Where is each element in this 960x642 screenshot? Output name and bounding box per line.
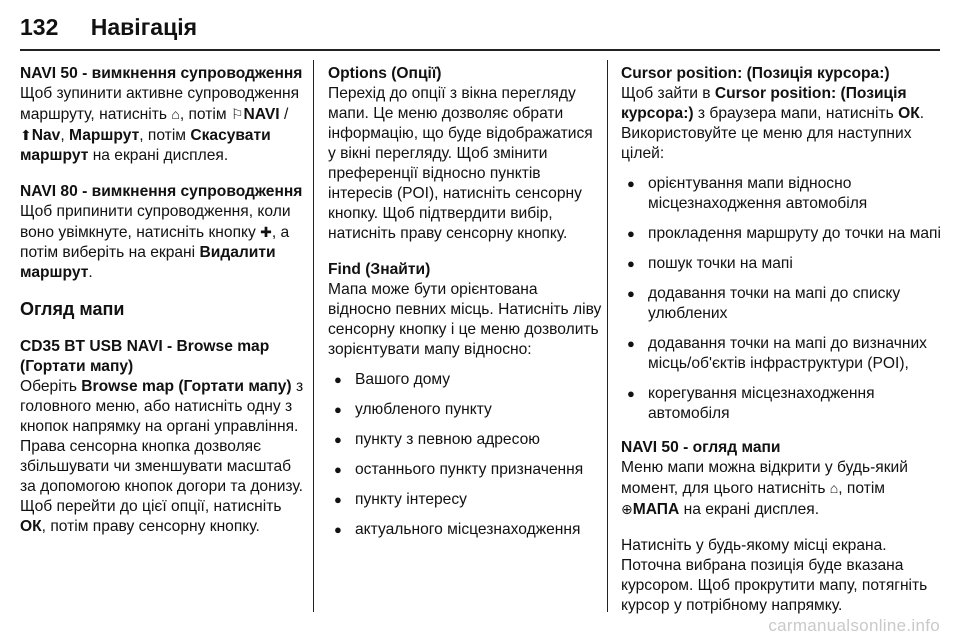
- column-1: [20, 64, 305, 553]
- list-item: ● корегування місцезнаходження автомобіля: [621, 384, 941, 424]
- page-number: 132: [20, 14, 59, 40]
- list-item: ● останнього пункту призначення: [328, 460, 603, 480]
- cd35-title: CD35 BT USB NAVI - Browse map (Гортати мапу): [20, 338, 270, 375]
- flag-icon: ⚐: [230, 106, 244, 122]
- section-title: Навігація: [90, 14, 198, 40]
- map-overview-heading: Огляд мапи: [20, 299, 125, 319]
- cursor-section: Cursor position: (Позиція курсора:) Щоб зайти в Cursor position: (Позиція курсора:) з браузера мапи, натисніть ОК. Використовуйте це меню для наступних цілей:: [621, 65, 925, 162]
- watermark: carmanualsonline.info: [768, 616, 940, 635]
- map-icon: ⊕: [621, 501, 633, 517]
- column-2: [328, 64, 603, 554]
- column-divider-2: [607, 60, 608, 612]
- list-item: ● додавання точки на мапі до списку улюблених: [621, 284, 941, 324]
- find-title: Find (Знайти): [328, 261, 431, 278]
- column-divider-1: [313, 60, 314, 612]
- cd35-section: CD35 BT USB NAVI - Browse map (Гортати мапу) Оберіть Browse map (Гортати мапу) з головного меню, або натисніть одну з кнопок напрямку на органі управління. Права сенсорна кнопка дозволяє збільшувати чи зменшувати масштаб за допомогою кнопок догори та донизу. Щоб перейти до цієї опції, натисніть ОК, потім праву сенсорну кнопку.: [20, 338, 304, 535]
- navi80-stop-section: NAVI 80 - вимкнення супроводження Щоб припинити супроводження, коли воно увімкнуте, натисніть кнопку ✚, а потім виберіть на екрані Видалити маршрут.: [20, 183, 303, 281]
- list-item: ● пункту з певною адресою: [328, 430, 603, 450]
- navi50-stop-title: NAVI 50 - вимкнення супроводження: [20, 65, 303, 82]
- find-list: [328, 370, 603, 540]
- options-title: Options (Опції): [328, 65, 442, 82]
- navi50-map-title: NAVI 50 - огляд мапи: [621, 439, 781, 456]
- plus-icon: ✚: [260, 224, 272, 240]
- list-item: ● актуального місцезнаходження: [328, 520, 603, 540]
- tap-paragraph: Натисніть у будь-якому місці екрана. Поточна вибрана позиція буде вказана курсором. Щоб прокрутити мапу, потягніть курсор у потрібному напрямку.: [621, 537, 928, 614]
- navi50-stop-section: NAVI 50 - вимкнення супроводження Щоб зупинити активне супроводження маршруту, натисніть ⌂, потім ⚐NAVI / ⬆Nav, Маршрут, потім Скасувати маршрут на екрані дисплея.: [20, 65, 303, 164]
- list-item: ● улюбленого пункту: [328, 400, 603, 420]
- column-3: [621, 64, 941, 632]
- find-section: Find (Знайти) Мапа може бути орієнтована відносно певних місць. Натисніть ліву сенсорну кнопку і це меню дозволить зорієнтувати мапу відносно:: [328, 261, 602, 358]
- list-item: ● Вашого дому: [328, 370, 603, 390]
- list-item: ● орієнтування мапи відносно місцезнаходження автомобіля: [621, 174, 941, 214]
- options-section: Options (Опції) Перехід до опції з вікна перегляду мапи. Це меню дозволяє обрати інформацію, що буде відображатися у вікні перегляду. Щоб змінити преференції відносно пунктів інтересів (POI), натисніть сенсорну кнопку. Щоб підтвердити вибір, натисніть праву сенсорну кнопку.: [328, 65, 593, 242]
- cursor-list: [621, 174, 941, 424]
- list-item: ● пошук точки на мапі: [621, 254, 941, 274]
- header-rule: [20, 49, 940, 51]
- home-icon: ⌂: [829, 480, 839, 496]
- page-header: [20, 14, 197, 41]
- navi50-map-section: NAVI 50 - огляд мапи Меню мапи можна відкрити у будь-який момент, для цього натисніть ⌂, потім ⊕МАПА на екрані дисплея.: [621, 439, 908, 518]
- list-item: ● прокладення маршруту до точки на мапі: [621, 224, 941, 244]
- list-item: ● додавання точки на мапі до визначних місць/об'єктів інфраструктури (POI),: [621, 334, 941, 374]
- nav-arrow-icon: ⬆: [20, 127, 32, 143]
- cursor-title: Cursor position: (Позиція курсора:): [621, 65, 890, 82]
- navi80-stop-title: NAVI 80 - вимкнення супроводження: [20, 183, 303, 200]
- list-item: ● пункту інтересу: [328, 490, 603, 510]
- home-icon: ⌂: [171, 106, 180, 122]
